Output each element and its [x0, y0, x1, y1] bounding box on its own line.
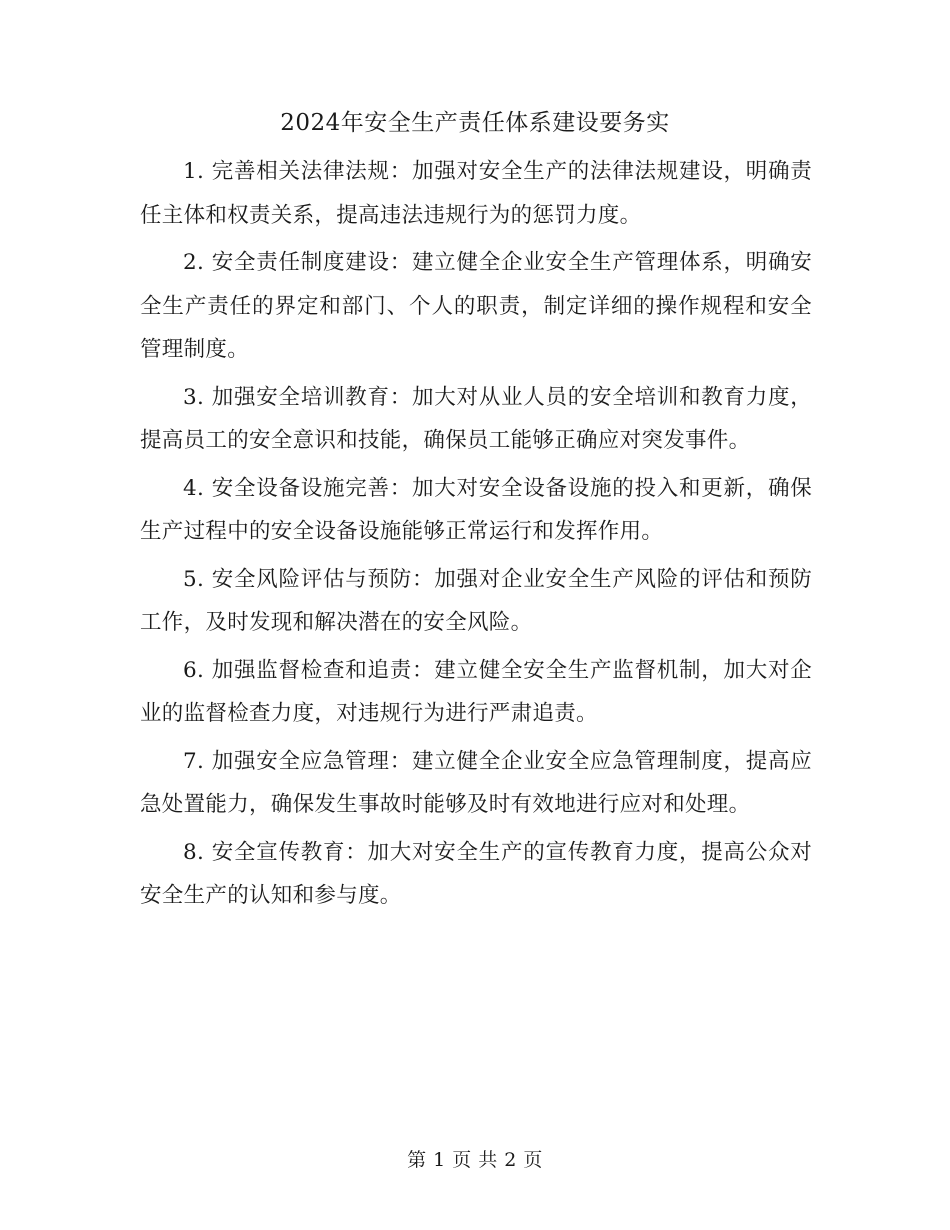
paragraph-8: 8. 安全宣传教育：加大对安全生产的宣传教育力度，提高公众对安全生产的认知和参与度。 — [140, 839, 812, 908]
paragraph-1: 1. 完善相关法律法规：加强对安全生产的法律法规建设，明确责任主体和权责关系，提高违法违规行为的惩罚力度。 — [140, 159, 812, 228]
document-body — [140, 150, 812, 922]
page-footer: 第 1 页 共 2 页 — [407, 1149, 543, 1171]
paragraph-6: 6. 加强监督检查和追责：建立健全安全生产监督机制，加大对企业的监督检查力度，对违规行为进行严肃追责。 — [140, 657, 812, 726]
paragraph-2: 2. 安全责任制度建设：建立健全企业安全生产管理体系，明确安全生产责任的界定和部门、个人的职责，制定详细的操作规程和安全管理制度。 — [140, 250, 812, 362]
paragraph-3: 3. 加强安全培训教育：加大对从业人员的安全培训和教育力度，提高员工的安全意识和技能，确保员工能够正确应对突发事件。 — [140, 384, 812, 453]
document-title: 2024年安全生产责任体系建设要务实 — [280, 110, 670, 136]
paragraph-4: 4. 安全设备设施完善：加大对安全设备设施的投入和更新，确保生产过程中的安全设备设施能够正常运行和发挥作用。 — [140, 475, 812, 544]
paragraph-7: 7. 加强安全应急管理：建立健全企业安全应急管理制度，提高应急处置能力，确保发生事故时能够及时有效地进行应对和处理。 — [140, 748, 812, 817]
paragraph-5: 5. 安全风险评估与预防：加强对企业安全生产风险的评估和预防工作，及时发现和解决潜在的安全风险。 — [140, 566, 812, 635]
